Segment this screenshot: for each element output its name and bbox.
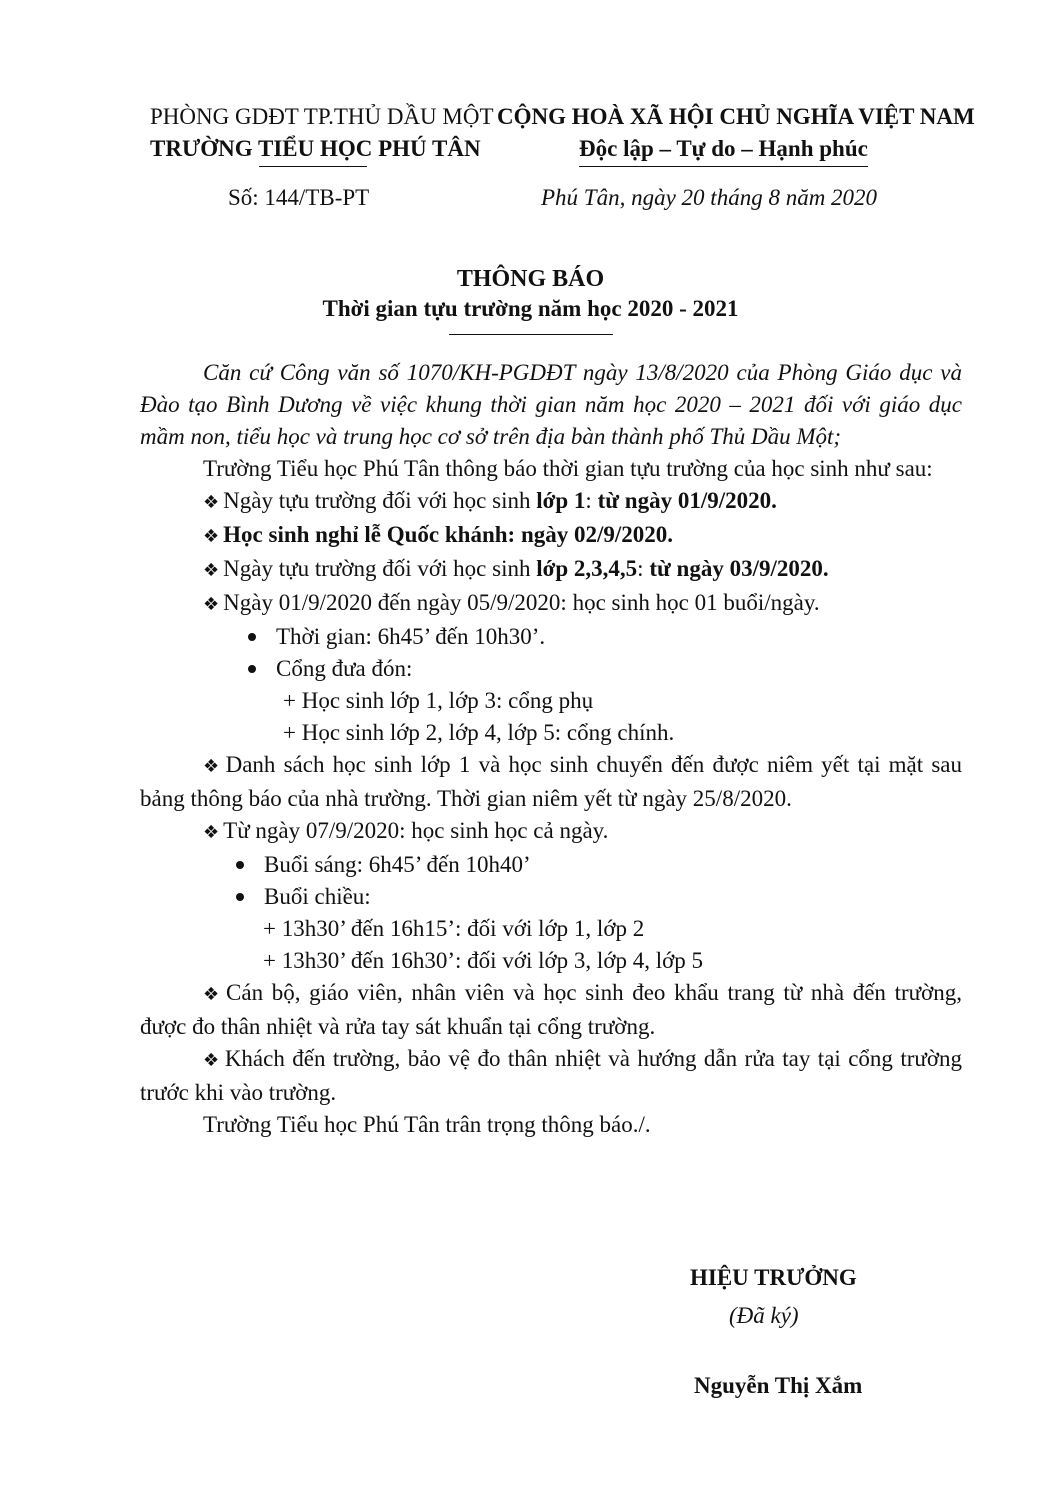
school-name: TRƯỜNG TIỂU HỌC PHÚ TÂN	[150, 136, 481, 161]
sub-list-item: Buổi chiều:	[140, 881, 962, 913]
motto-underline	[579, 166, 868, 167]
notice-body	[140, 357, 962, 1141]
sub-list-item: Thời gian: 6h45’ đến 10h30’.	[140, 621, 962, 653]
diamond-bullet-icon: ❖	[203, 822, 220, 843]
notice-subtitle: Thời gian tựu trường năm học 2020 - 2021	[322, 296, 739, 321]
issuing-office: PHÒNG GDĐT TP.THỦ DẦU MỘT	[150, 104, 494, 129]
closing-line: Trường Tiểu học Phú Tân trân trọng thông báo./.	[203, 1112, 651, 1137]
gate-detail: + Học sinh lớp 1, lớp 3: cổng phụ	[283, 688, 594, 713]
notice-title: THÔNG BÁO	[456, 266, 605, 292]
sub-list-item: Cổng đưa đón:	[140, 653, 962, 685]
list-item: ❖ Học sinh nghỉ lễ Quốc khánh: ngày 02/9/2020.	[203, 522, 674, 547]
afternoon-detail: + 13h30’ đến 16h15’: đối với lớp 1, lớp 2	[263, 916, 645, 941]
diamond-bullet-icon: ❖	[203, 756, 222, 777]
diamond-bullet-icon: ❖	[203, 594, 220, 615]
diamond-bullet-icon: ❖	[203, 1050, 221, 1071]
legal-basis: Căn cứ Công văn số 1070/KH-PGDĐT ngày 13/8/2020 của Phòng Giáo dục và Đào tạo Bình Dương về việc khung thời gian năm học 2020 – 2021 đối với giáo dục mầm non, tiểu học và trung học cơ sở trên địa bàn thành phố Thủ Dầu Một;	[140, 360, 962, 449]
afternoon-detail: + 13h30’ đến 16h30’: đối với lớp 3, lớp 4, lớp 5	[263, 948, 704, 973]
national-motto: Độc lập – Tự do – Hạnh phúc	[579, 136, 868, 161]
national-title: CỘNG HOÀ XÃ HỘI CHỦ NGHĨA VIỆT NAM	[497, 104, 975, 129]
list-item: ❖ Cán bộ, giáo viên, nhân viên và học sinh đeo khẩu trang từ nhà đến trường, được đo thân nhiệt và rửa tay sát khuẩn tại cổng trường.	[140, 980, 963, 1039]
list-item: ❖ Danh sách học sinh lớp 1 và học sinh chuyển đến được niêm yết tại mặt sau bảng thông báo của nhà trường. Thời gian niêm yết từ ngày 25/8/2020.	[140, 752, 963, 811]
bullet-dot-icon	[248, 665, 256, 673]
list-item: ❖ Từ ngày 07/9/2020: học sinh học cả ngày.	[203, 818, 609, 843]
bullet-dot-icon	[236, 861, 244, 869]
diamond-bullet-icon: ❖	[203, 560, 220, 581]
intro-paragraph: Trường Tiểu học Phú Tân thông báo thời gian tựu trường của học sinh như sau:	[203, 456, 933, 481]
gate-detail: + Học sinh lớp 2, lớp 4, lớp 5: cổng chính.	[283, 720, 675, 745]
place-date: Phú Tân, ngày 20 tháng 8 năm 2020	[541, 185, 878, 210]
list-item: ❖ Ngày tựu trường đối với học sinh lớp 1: từ ngày 01/9/2020.	[203, 488, 777, 513]
signed-note: (Đã ký)	[729, 1303, 799, 1328]
school-underline	[259, 166, 367, 167]
list-item: ❖ Khách đến trường, bảo vệ đo thân nhiệt và hướng dẫn rửa tay tại cổng trường trước khi vào trường.	[140, 1046, 962, 1105]
sub-list-item: Buổi sáng: 6h45’ đến 10h40’	[140, 849, 962, 881]
signer-position: HIỆU TRƯỞNG	[690, 1265, 857, 1290]
bullet-dot-icon	[236, 893, 244, 901]
document-number: Số: 144/TB-PT	[228, 185, 370, 210]
diamond-bullet-icon: ❖	[203, 984, 223, 1005]
list-item: ❖ Ngày 01/9/2020 đến ngày 05/9/2020: học sinh học 01 buổi/ngày.	[203, 590, 820, 615]
diamond-bullet-icon: ❖	[203, 492, 220, 513]
list-item: ❖ Ngày tựu trường đối với học sinh lớp 2,3,4,5: từ ngày 03/9/2020.	[203, 556, 829, 581]
bullet-dot-icon	[248, 633, 256, 641]
title-underline	[449, 334, 613, 335]
diamond-bullet-icon: ❖	[203, 526, 220, 547]
signer-name: Nguyễn Thị Xắm	[694, 1373, 863, 1398]
